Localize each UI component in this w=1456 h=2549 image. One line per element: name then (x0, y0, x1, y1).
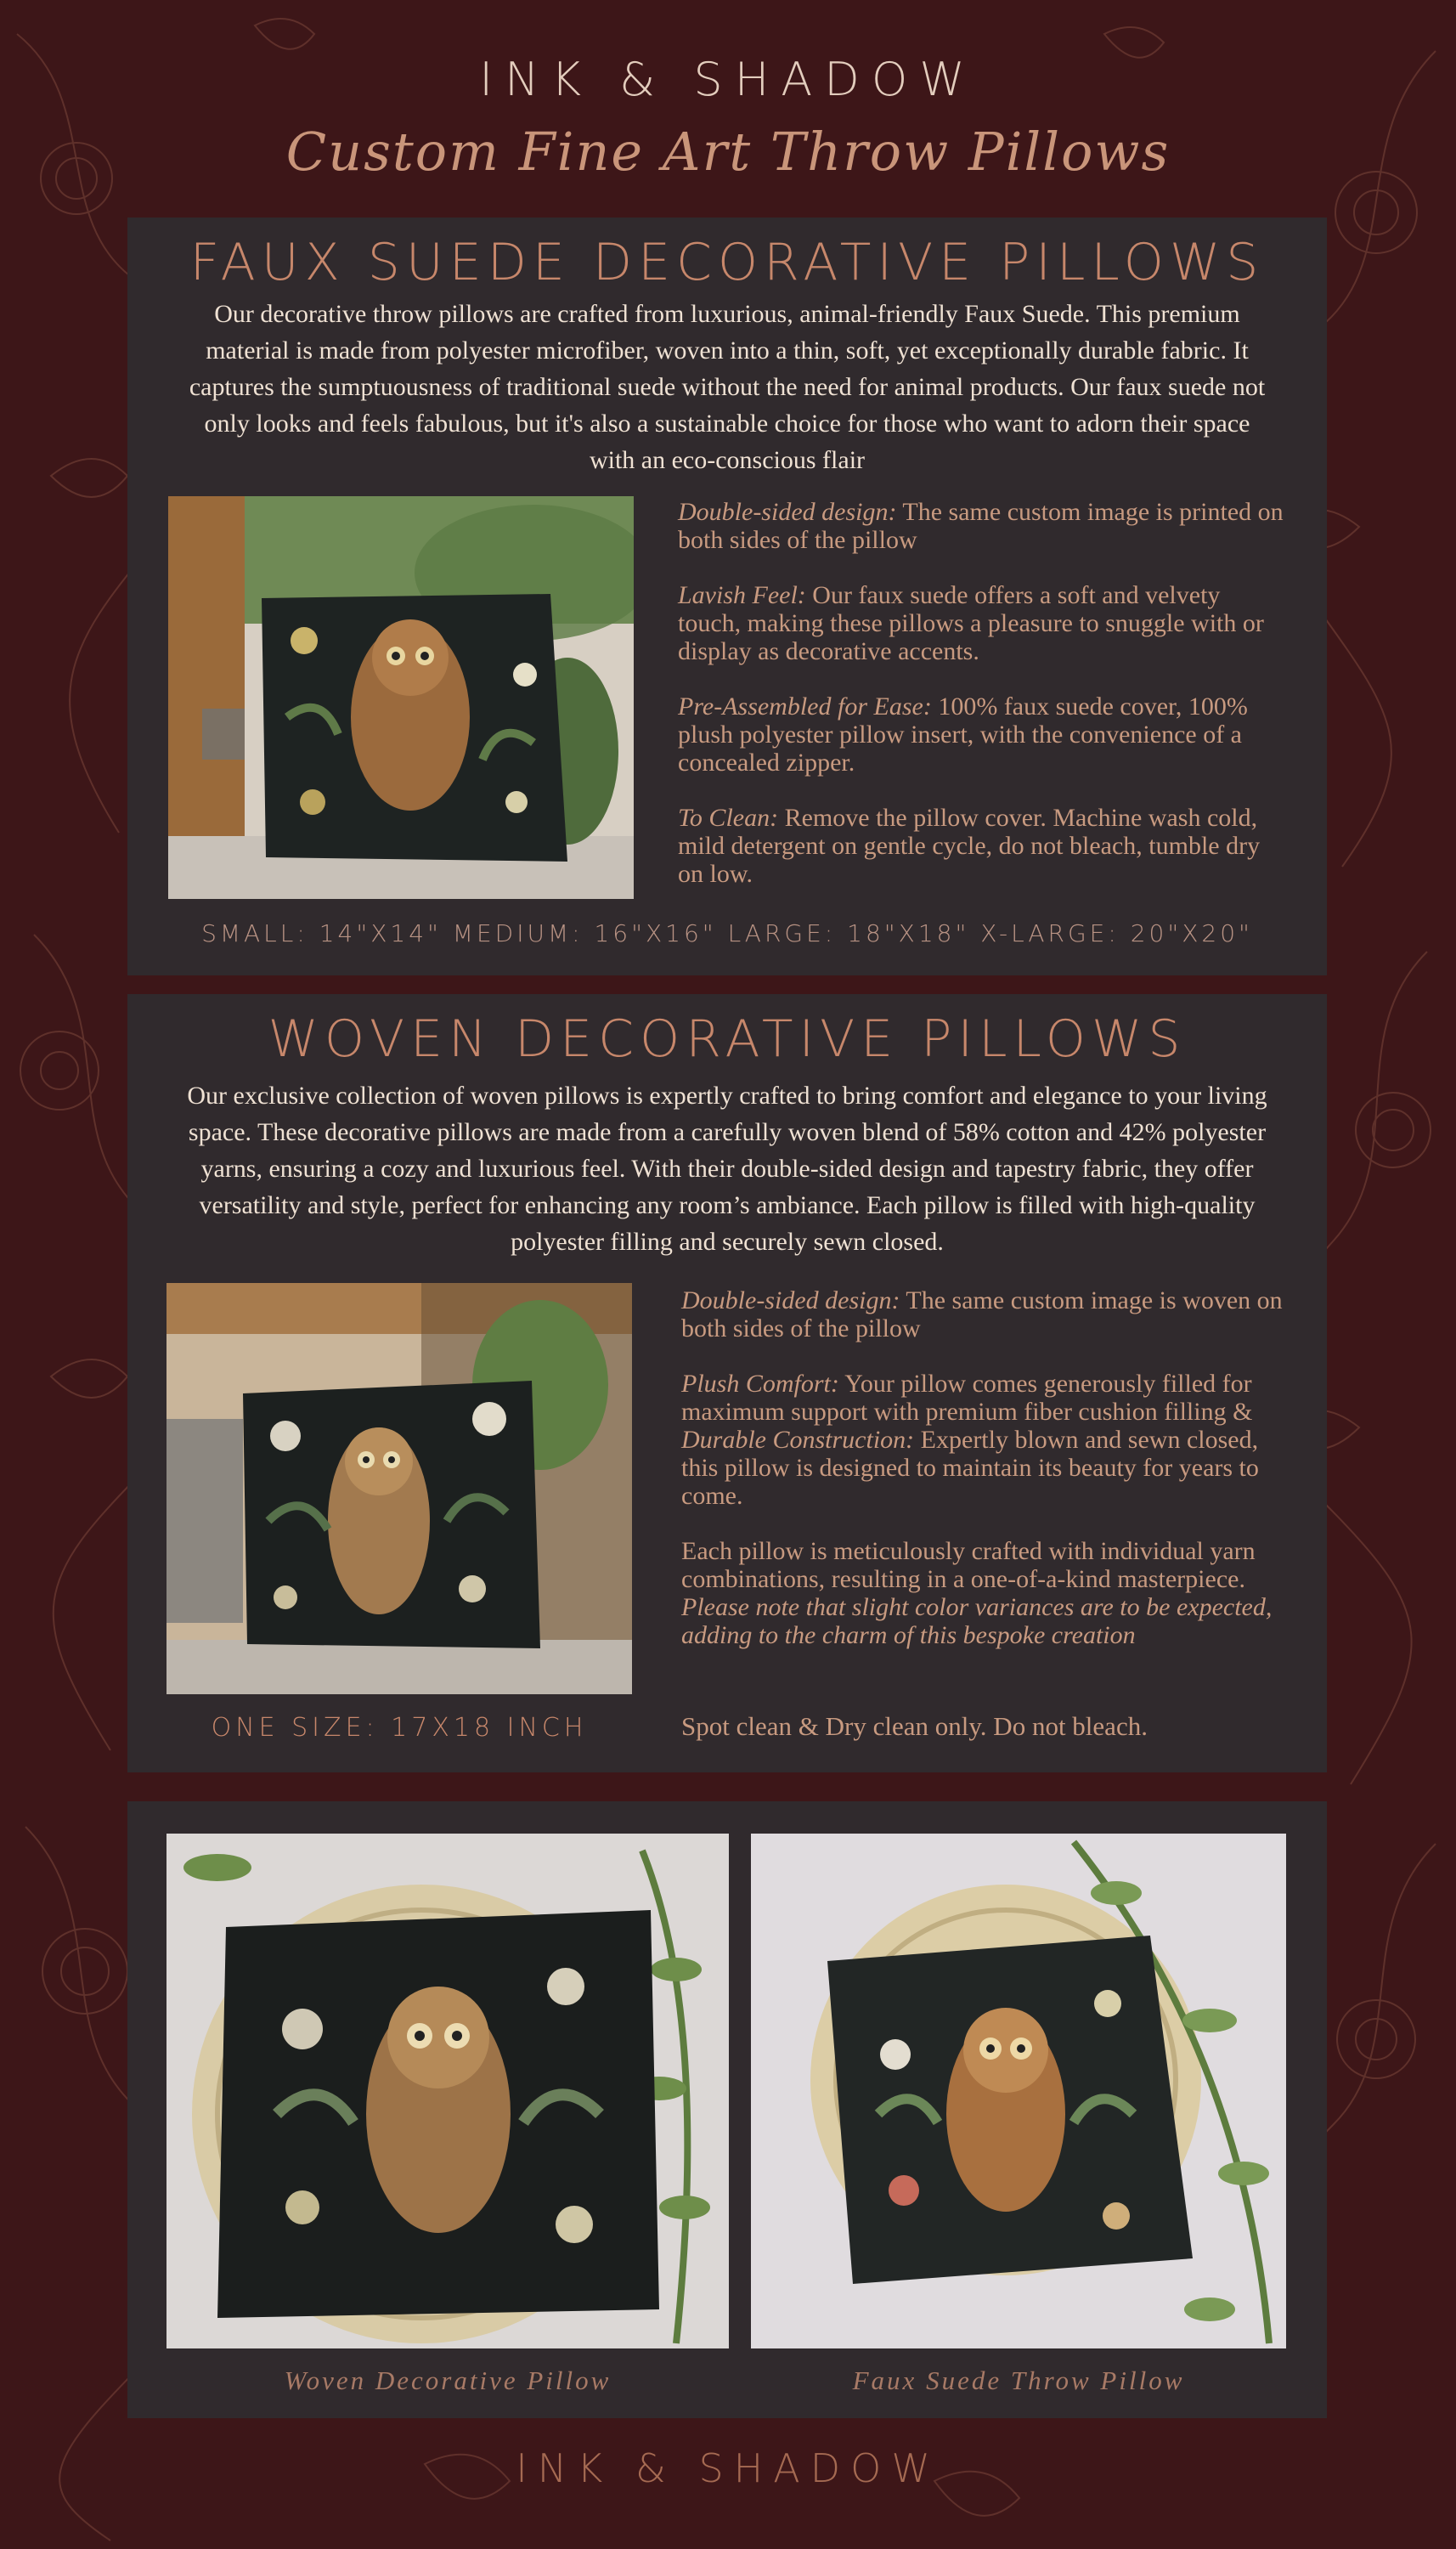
woven-size: ONE SIZE: 17X18 INCH (211, 1713, 588, 1743)
woven-features (681, 1286, 1293, 1676)
woven-intro: Our exclusive collection of woven pillows is expertly crafted to bring comfort and elegance to your living space. These decorative pillows are made from a carefully woven blend of 58% cotton and 42% polyester yarns, ensuring a cozy and luxurious feel. With their double-sided design and tapestry fabric, they offer versatility and style, perfect for enhancing any room’s ambiance. Each pillow is filled with high-quality polyester filling and securely sewn closed. (187, 1082, 1267, 1256)
feature-plush-comfort: Plush Comfort: Your pillow comes generously filled for maximum support with premium fiber cushion filling & Durable Construction: Expertly blown and sewn closed, this pillow is designed to maintain its beauty for years to come. (681, 1370, 1259, 1510)
woven-panel (127, 994, 1327, 1772)
faux-suede-intro: Our decorative throw pillows are crafted from luxurious, animal-friendly Faux Suede. This premium material is made from polyester microfiber, woven into a thin, soft, yet exceptionally durable fabric. It captures the sumptuousness of traditional suede without the need for animal products. Our faux suede not only looks and feels fabulous, but it's also a sustainable choice for those who want to adorn their space with an eco-conscious flair (189, 300, 1266, 474)
woven-pillow-photo (166, 1283, 632, 1694)
feature-double-sided: Double-sided design: The same custom image is printed on both sides of the pillow (678, 498, 1284, 554)
faux-suede-pillow-photo (168, 496, 634, 899)
feature-double-sided: Double-sided design: The same custom image is woven on both sides of the pillow (681, 1286, 1283, 1342)
feature-pre-assembled: Pre-Assembled for Ease: 100% faux suede cover, 100% plush polyester pillow insert, with the convenience of a concealed zipper. (678, 692, 1248, 777)
woven-caption: Woven Decorative Pillow (284, 2365, 612, 2395)
faux-suede-caption: Faux Suede Throw Pillow (852, 2365, 1185, 2395)
faux-suede-gallery-photo (751, 1834, 1286, 2348)
brand-name: INK & SHADOW (479, 53, 977, 106)
brand-tagline: Custom Fine Art Throw Pillows (285, 121, 1171, 183)
woven-title: WOVEN DECORATIVE PILLOWS (268, 1009, 1187, 1069)
feature-handcrafted: Each pillow is meticulously crafted with individual yarn combinations, resulting in a one-of-a-kind masterpiece. Please note that slight color variances are to be expected, adding to the charm of this bespoke creation (681, 1537, 1273, 1649)
feature-lavish-feel: Lavish Feel: Our faux suede offers a soft and velvety touch, making these pillows a pleasure to snuggle with or display as decorative accents. (678, 581, 1264, 665)
gallery-panel (127, 1801, 1327, 2418)
woven-gallery-photo (166, 1834, 729, 2348)
faux-suede-sizes: SMALL: 14"X14" MEDIUM: 16"X16" LARGE: 18"X18" X-LARGE: 20"X20" (201, 919, 1253, 947)
faux-suede-title: FAUX SUEDE DECORATIVE PILLOWS (189, 233, 1265, 292)
woven-care: Spot clean & Dry clean only. Do not bleach. (681, 1711, 1148, 1741)
feature-to-clean: To Clean: Remove the pillow cover. Machine wash cold, mild detergent on gentle cycle, do not bleach, tumble dry on low. (678, 804, 1261, 888)
footer-brand-name: INK & SHADOW (516, 2445, 940, 2491)
faux-suede-panel (127, 218, 1327, 975)
faux-suede-features (678, 498, 1290, 915)
